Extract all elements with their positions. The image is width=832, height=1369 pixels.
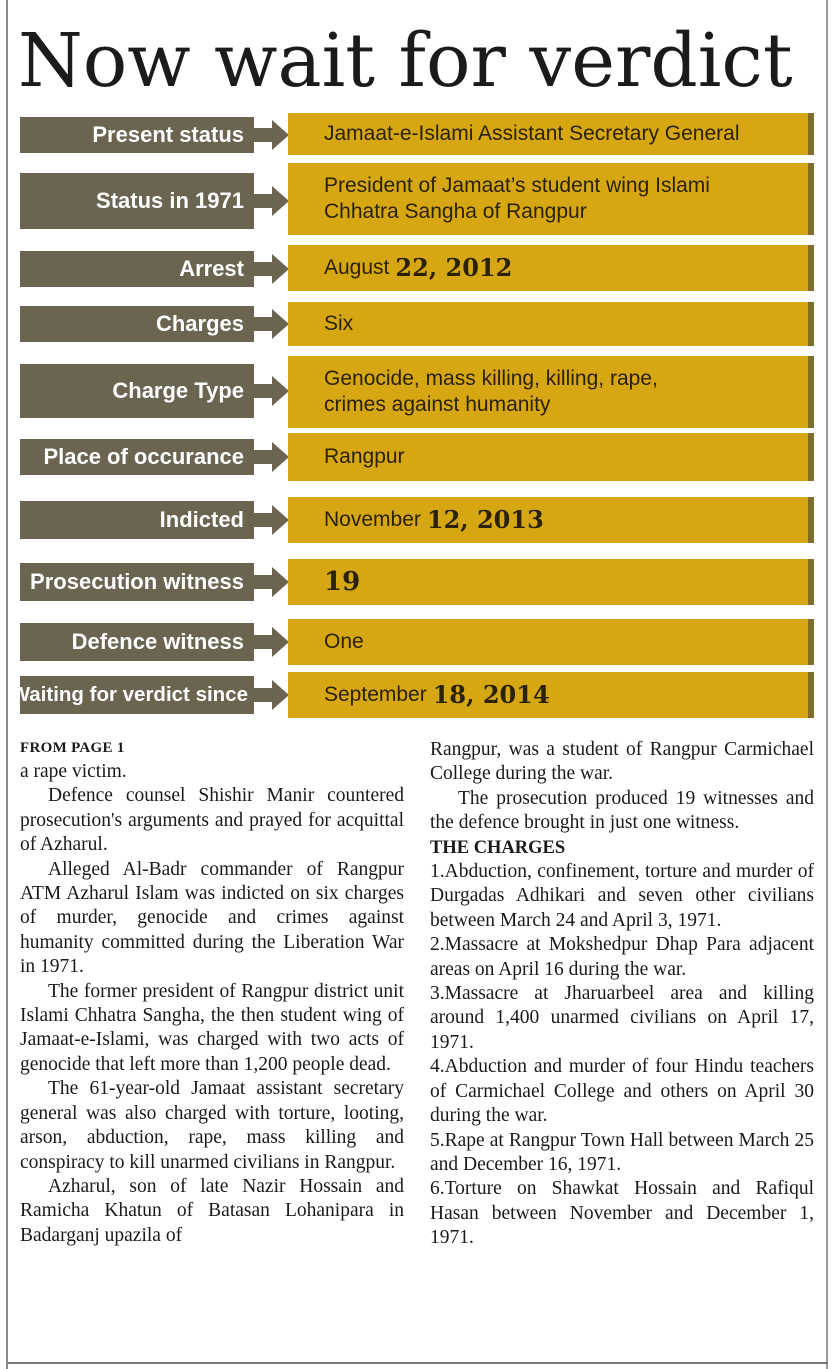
charge-item: 6.Torture on Shawkat Hossain and Rafiqul Hasan between November and December 1, 1971. (430, 1178, 814, 1249)
row-label: Defence witness (20, 623, 254, 661)
charge-item: 1.Abduction, confinement, torture and murder of Durgadas Adhikari and seven other civilians between March 24 and April 3, 1971. (430, 861, 814, 931)
article-paragraph: Rangpur, was a student of Rangpur Carmichael College during the war. (430, 739, 814, 785)
row-value (288, 302, 808, 346)
row-value-emphasis: 19 (324, 567, 361, 597)
row-value (288, 672, 808, 718)
row-value-text: President of Jamaat’s student wing Islami Chhatra Sangha of Rangpur (324, 174, 710, 223)
row-value (288, 113, 808, 155)
row-value-text: Six (324, 312, 354, 335)
value-edge (808, 163, 814, 235)
value-edge (808, 672, 814, 718)
article-paragraph: Alleged Al-Badr commander of Rangpur ATM Azharul Islam was indicted on six charges of murder, genocide and crimes against humanity committed during the Liberation War in 1971. (20, 858, 404, 978)
row-value-text: Jamaat-e-Islami Assistant Secretary General (324, 122, 740, 145)
value-edge (808, 497, 814, 543)
row-value-text: One (324, 630, 364, 653)
value-edge (808, 559, 814, 605)
row-label: Place of occurance (20, 439, 254, 475)
row-label: Indicted (20, 501, 254, 539)
row-label: Present status (20, 117, 254, 153)
row-value (288, 619, 808, 665)
value-edge (808, 356, 814, 428)
row-label: Prosecution witness (20, 563, 254, 601)
row-value-emphasis: 12, 2013 (426, 505, 544, 534)
value-edge (808, 245, 814, 291)
charge-item: 4.Abduction and murder of four Hindu teachers of Carmichael College and others on April 30 during the war. (430, 1056, 814, 1127)
article-paragraph: a rape victim. (20, 761, 127, 782)
row-value-emphasis: 22, 2012 (395, 253, 513, 282)
row-label: Charge Type (20, 364, 254, 418)
value-edge (808, 302, 814, 346)
row-value-prefix: November (324, 508, 421, 531)
article-paragraph: The prosecution produced 19 witnesses and the defence brought in just one witness. (430, 787, 814, 834)
row-value (288, 559, 808, 605)
row-value (288, 433, 808, 481)
charge-item: 3.Massacre at Jharuarbeel area and killing around 1,400 unarmed civilians on April 17, 1971. (430, 983, 814, 1053)
charges-heading: THE CHARGES (430, 837, 566, 858)
jump-line: FROM PAGE 1 (20, 740, 125, 756)
row-value (288, 163, 808, 235)
headline: Now wait for verdict (18, 18, 793, 104)
row-label: Charges (20, 306, 254, 342)
charge-item: 2.Massacre at Mokshedpur Dhap Para adjacent areas on April 16 during the war. (430, 934, 814, 980)
article-paragraph: The former president of Rangpur district unit Islami Chhatra Sangha, the then student wing of Jamaat-e-Islami, was charged with two acts of genocide that left more than 1,200 people dead. (20, 980, 404, 1075)
row-value (288, 245, 808, 291)
row-label: Arrest (20, 251, 254, 287)
article-paragraph: Azharul, son of late Nazir Hossain and Ramicha Khatun of Batasan Lohanipara in Badarganj upazila of (20, 1175, 404, 1246)
value-edge (808, 433, 814, 481)
article-column-left (20, 738, 404, 1248)
row-value-emphasis: 18, 2014 (432, 680, 550, 709)
row-value-text: Genocide, mass killing, killing, rape, crimes against humanity (324, 367, 658, 416)
article-paragraph: The 61-year-old Jamaat assistant secretary general was also charged with torture, looting, arson, abduction, rape, mass killing and conspiracy to kill unarmed civilians in Rangpur. (20, 1078, 404, 1173)
row-value-text: Rangpur (324, 445, 405, 468)
row-label: Status in 1971 (20, 173, 254, 229)
article-paragraph: Defence counsel Shishir Manir countered prosecution's arguments and prayed for acquittal of Azharul. (20, 785, 404, 856)
row-label: Waiting for verdict since (20, 676, 254, 714)
charge-item: 5.Rape at Rangpur Town Hall between March 25 and December 16, 1971. (430, 1129, 814, 1175)
row-value (288, 356, 808, 428)
bottom-rule (8, 1362, 828, 1364)
value-edge (808, 113, 814, 155)
value-edge (808, 619, 814, 665)
article-column-right (430, 738, 814, 1251)
row-value-prefix: September (324, 683, 427, 706)
row-value (288, 497, 808, 543)
row-value-prefix: August (324, 256, 390, 279)
